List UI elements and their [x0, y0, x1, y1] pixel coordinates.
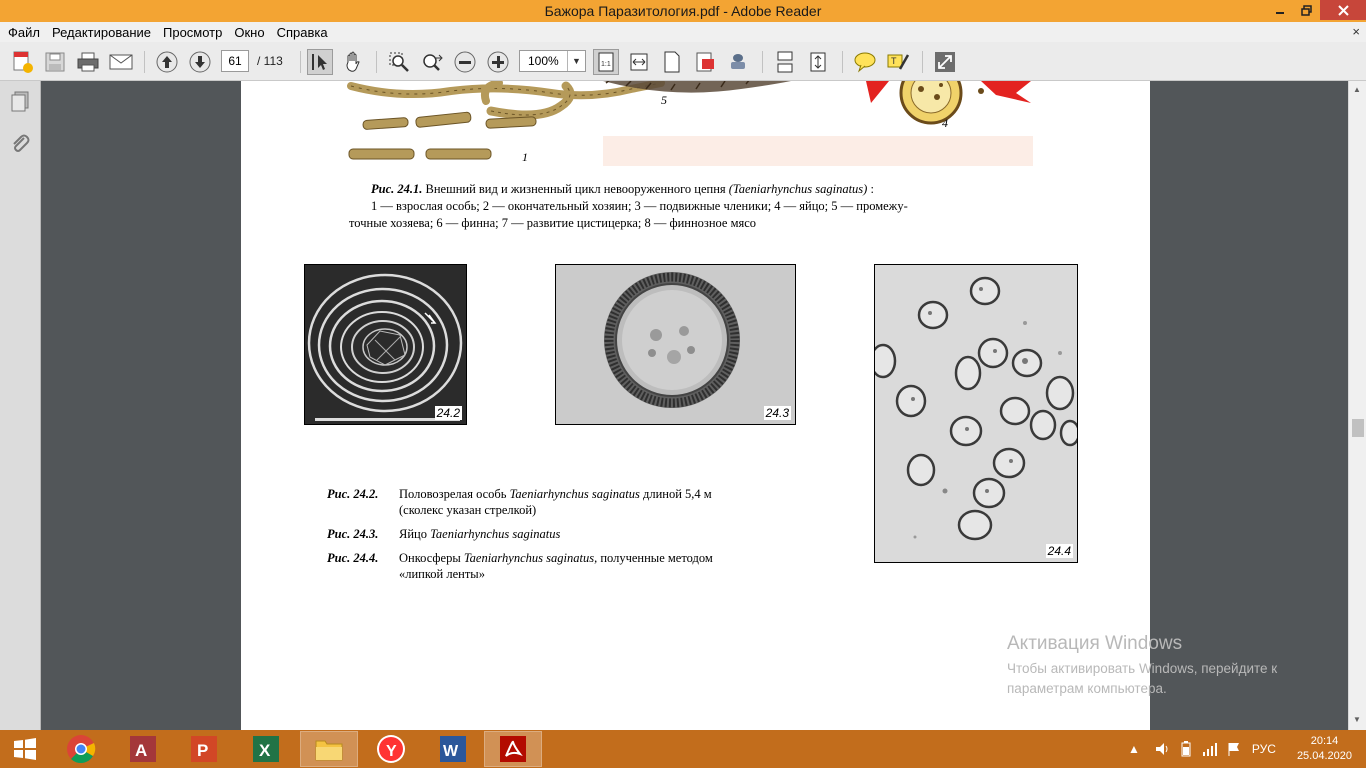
page-total: / 113 — [257, 54, 283, 68]
previous-page-button[interactable] — [154, 49, 180, 75]
clock-time: 20:14 — [1310, 735, 1339, 747]
stamp-icon — [727, 51, 749, 73]
egg-image — [556, 265, 796, 425]
figure-label-24-3: 24.3 — [765, 406, 789, 420]
tray-expand-icon[interactable]: ▲ — [1128, 742, 1140, 756]
scroll-down-icon[interactable]: ▼ — [1353, 715, 1361, 724]
print-icon — [76, 51, 100, 73]
yandex-icon — [376, 734, 406, 764]
caption-text: Онкосферы — [399, 551, 464, 565]
save-button[interactable] — [42, 49, 68, 75]
zoom-select[interactable] — [519, 50, 586, 72]
actual-size-icon — [597, 52, 615, 72]
export-pdf-button[interactable] — [692, 49, 718, 75]
powerpoint-icon — [189, 734, 219, 764]
scrollbar-thumb[interactable] — [1352, 419, 1364, 437]
taskbar — [0, 730, 1366, 768]
marquee-zoom-button[interactable] — [386, 49, 412, 75]
network-signal-icon — [1202, 741, 1218, 757]
expand-button[interactable] — [932, 49, 958, 75]
start-button[interactable] — [0, 731, 50, 767]
expand-icon — [934, 51, 956, 73]
caption-legend-continued: точные хозяева; 6 — финна; 7 — развитие цистицерка; 8 — финнозное мясо — [349, 216, 757, 230]
minimize-icon — [1275, 5, 1285, 15]
caption-label: Рис. 24.1. — [371, 182, 423, 196]
navigation-panel — [0, 81, 41, 730]
vertical-scrollbar[interactable] — [1348, 81, 1366, 730]
paperclip-icon — [9, 132, 31, 156]
caption-text-after: длиной 5,4 м — [639, 487, 712, 501]
chrome-icon — [66, 734, 96, 764]
page-thumbnails-button[interactable] — [8, 89, 32, 113]
adobe-reader-icon — [498, 734, 528, 764]
activation-watermark — [1007, 633, 1277, 699]
caption-text: Внешний вид и жизненный цикл невооруженного цепня — [422, 182, 729, 196]
comment-button[interactable] — [852, 49, 878, 75]
dynamic-zoom-button[interactable] — [419, 49, 445, 75]
taskbar-word[interactable] — [424, 731, 482, 767]
taskbar-chrome[interactable] — [52, 731, 110, 767]
caption-line-2: (сколекс указан стрелкой) — [399, 503, 537, 517]
oncospheres-image — [875, 265, 1078, 563]
figure-24-4 — [874, 264, 1078, 563]
attachments-button[interactable] — [8, 132, 32, 156]
menu-file[interactable]: Файл — [8, 24, 40, 40]
select-tool-button[interactable] — [307, 49, 333, 75]
fit-page-icon — [663, 51, 681, 73]
email-icon — [109, 53, 133, 71]
taskbar-excel[interactable] — [237, 731, 295, 767]
comment-icon — [853, 51, 877, 73]
window-controls — [1266, 0, 1366, 22]
minus-icon — [454, 51, 476, 73]
caption-line-2: «липкой ленты» — [399, 567, 485, 581]
title-bar — [0, 0, 1366, 22]
taskbar-file-explorer[interactable] — [300, 731, 358, 767]
fit-width-icon — [628, 52, 650, 72]
clock-date: 25.04.2020 — [1296, 750, 1352, 762]
speaker-icon — [1154, 741, 1170, 757]
highlight-icon — [886, 51, 910, 73]
figure-label-24-2: 24.2 — [436, 406, 460, 420]
scroll-up-icon[interactable]: ▲ — [1353, 85, 1361, 94]
cursor-icon — [310, 52, 330, 72]
fit-width-button[interactable] — [626, 49, 652, 75]
page-number-input[interactable]: 61 — [221, 50, 249, 72]
toolbar — [0, 42, 1366, 81]
word-icon — [438, 734, 468, 764]
restore-icon — [1301, 5, 1312, 16]
close-button[interactable] — [1320, 0, 1366, 20]
access-icon — [128, 734, 158, 764]
taskbar-adobe-reader[interactable] — [484, 731, 542, 767]
caption-text: Половозрелая особь — [399, 487, 510, 501]
dynamic-zoom-icon — [420, 51, 444, 73]
taskbar-powerpoint[interactable] — [175, 731, 233, 767]
caption-label: Рис. 24.2. — [327, 487, 379, 501]
full-page-icon — [808, 51, 828, 73]
print-button[interactable] — [75, 49, 101, 75]
caption-species: Taeniarhynchus saginatus — [509, 487, 640, 501]
menu-window[interactable]: Окно — [234, 24, 265, 40]
figure-number-4: 4 — [942, 116, 948, 130]
hand-tool-button[interactable] — [340, 49, 366, 75]
marquee-zoom-icon — [388, 51, 410, 73]
svg-text:X: X — [259, 741, 271, 760]
input-language[interactable]: РУС — [1251, 742, 1276, 756]
figure-label-24-4: 24.4 — [1047, 544, 1071, 558]
zoom-value: 100% — [528, 54, 559, 68]
create-pdf-button[interactable] — [9, 49, 35, 75]
taskbar-access[interactable] — [114, 731, 172, 767]
zoom-out-button[interactable] — [452, 49, 478, 75]
document-close-icon[interactable]: × — [1352, 24, 1360, 39]
caption-legend: 1 — взрослая особь; 2 — окончательный хозяин; 3 — подвижные членики; 4 — яйцо; 5 — промежу- — [371, 199, 908, 213]
watermark-line-2: параметрам компьютера. — [1007, 681, 1167, 696]
scroll-mode-icon — [775, 51, 795, 73]
create-pdf-icon — [10, 50, 34, 74]
chevron-down-icon[interactable]: ▼ — [567, 51, 585, 71]
clock[interactable] — [1297, 734, 1352, 764]
figure-24-3 — [555, 264, 796, 425]
watermark-title: Активация Windows — [1007, 633, 1183, 654]
scroll-mode-button[interactable] — [772, 49, 798, 75]
taskbar-yandex-browser[interactable] — [362, 731, 420, 767]
actual-size-button[interactable] — [593, 49, 619, 75]
zoom-in-button[interactable] — [485, 49, 511, 75]
caption-figure-24-4 — [327, 550, 819, 582]
svg-text:1:1: 1:1 — [601, 61, 611, 68]
caption-figure-24-2 — [327, 486, 819, 518]
svg-text:P: P — [197, 741, 209, 760]
email-button[interactable] — [108, 49, 134, 75]
restore-button[interactable] — [1293, 0, 1320, 20]
caption-species: Taeniarhynchus saginatus — [430, 527, 561, 541]
caption-species: Taeniarhynchus saginatus, — [463, 551, 598, 565]
svg-text:T: T — [891, 56, 897, 66]
battery-icon — [1180, 741, 1192, 757]
excel-icon — [251, 734, 281, 764]
adult-worm-spiral-image — [305, 265, 467, 425]
hand-icon — [342, 51, 364, 73]
menu-view[interactable]: Просмотр — [163, 24, 223, 40]
caption-species: (Taeniarhynchus saginatus) — [728, 182, 868, 196]
svg-text:W: W — [443, 743, 459, 760]
arrow-up-icon — [156, 51, 178, 73]
windows-logo-icon — [13, 737, 37, 761]
caption-figure-24-3 — [327, 526, 819, 542]
watermark-line-1: Чтобы активировать Windows, перейдите к — [1007, 661, 1278, 676]
flag-icon — [1226, 741, 1242, 757]
life-cycle-illustration — [341, 81, 1041, 171]
arrow-down-icon — [189, 51, 211, 73]
close-icon — [1338, 5, 1349, 16]
figure-number-1: 1 — [522, 150, 528, 164]
pages-icon — [9, 90, 31, 112]
next-page-button[interactable] — [187, 49, 213, 75]
minimize-button[interactable] — [1266, 0, 1293, 20]
caption-colon: : — [867, 182, 874, 196]
plus-icon — [487, 51, 509, 73]
window-title: Бажора Паразитология.pdf - Adobe Reader — [544, 3, 822, 19]
menu-bar — [0, 22, 1366, 42]
caption-text-after: полученные методом — [597, 551, 713, 565]
svg-text:Y: Y — [386, 743, 397, 760]
figure-24-2 — [304, 264, 467, 425]
export-pdf-icon — [694, 51, 716, 73]
fit-page-button[interactable] — [659, 49, 685, 75]
menu-help[interactable]: Справка — [276, 24, 328, 40]
svg-text:A: A — [135, 741, 148, 760]
caption-text: Яйцо — [399, 527, 431, 541]
full-page-button[interactable] — [805, 49, 831, 75]
menu-edit[interactable]: Редактирование — [51, 24, 151, 40]
caption-label: Рис. 24.4. — [327, 551, 379, 565]
figure-number-5: 5 — [661, 93, 667, 107]
caption-label: Рис. 24.3. — [327, 527, 379, 541]
caption-figure-24-1 — [349, 181, 1039, 232]
highlight-button[interactable] — [885, 49, 911, 75]
system-tray — [1128, 730, 1276, 768]
stamp-button[interactable] — [725, 49, 751, 75]
save-icon — [44, 51, 66, 73]
folder-icon — [314, 735, 344, 763]
